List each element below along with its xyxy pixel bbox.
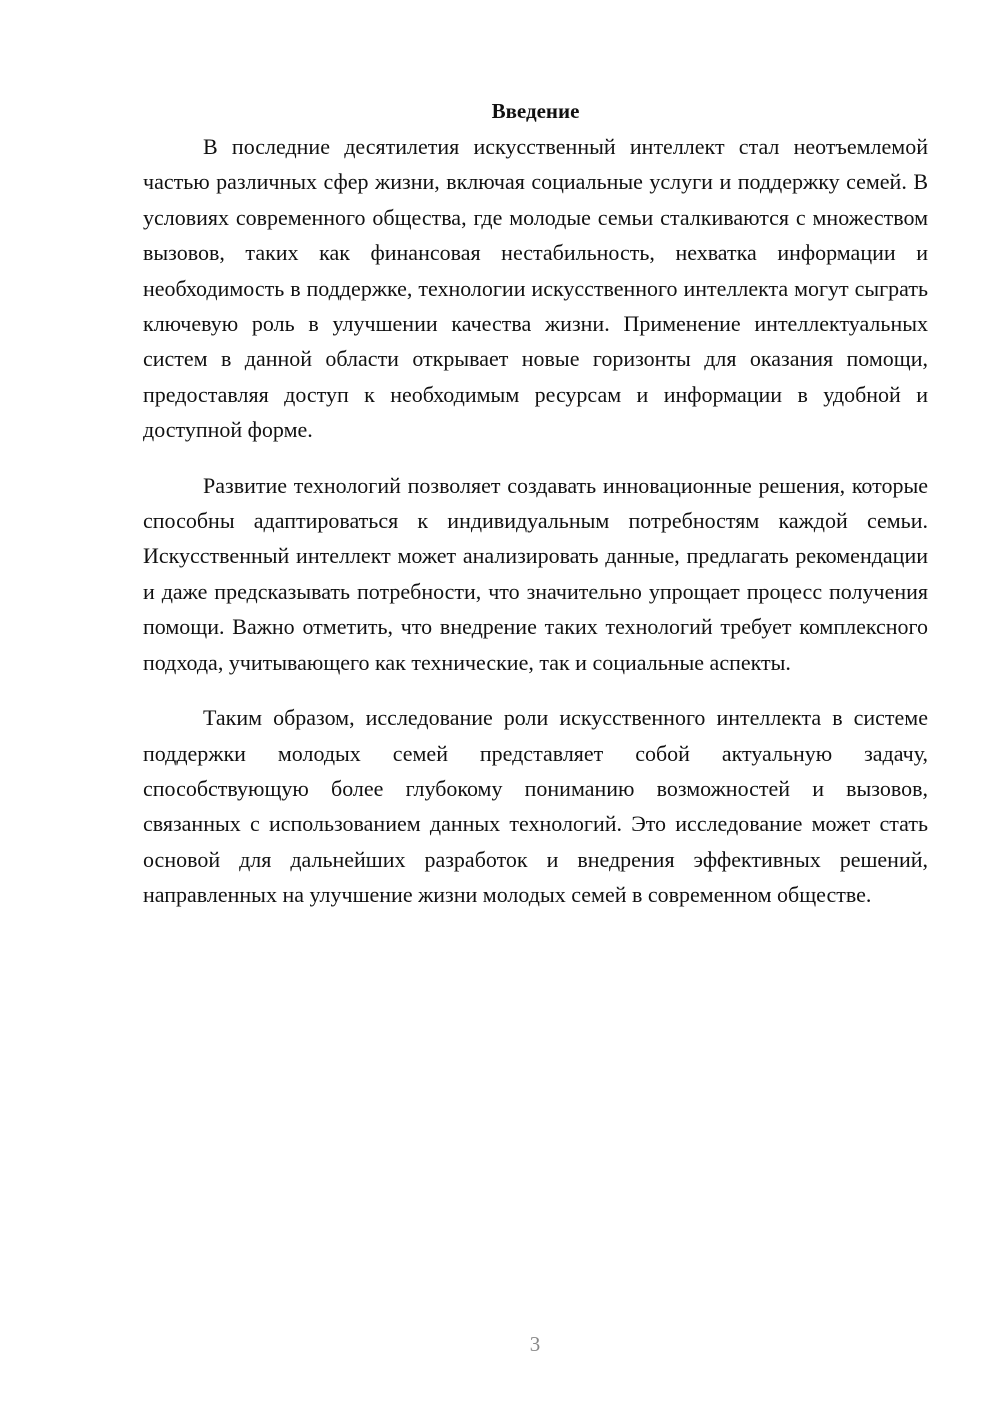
- page-content: [143, 96, 928, 933]
- page-number: 3: [529, 1332, 541, 1356]
- paragraph-3: Таким образом, исследование роли искусственного интеллекта в системе поддержки молодых семей представляет собой актуальную задачу, способствующую более глубокому пониманию возможностей и вызовов, связанных с использованием данных технологий. Это исследование может стать основой для дальнейших разработок и внедрения эффективных решений, направленных на улучшение жизни молодых семей в современном обществе.: [143, 705, 928, 908]
- paragraph-1: В последние десятилетия искусственный интеллект стал неотъемлемой частью различных сфер жизни, включая социальные услуги и поддержку семей. В условиях современного общества, где молодые семьи сталкиваются с множеством вызовов, таких как финансовая нестабильность, нехватка информации и необходимость в поддержке, технологии искусственного интеллекта могут сыграть ключевую роль в улучшении качества жизни. Применение интеллектуальных систем в данной области открывает новые горизонты для оказания помощи, предоставляя доступ к необходимым ресурсам и информации в удобной и доступной форме.: [143, 134, 928, 443]
- section-title: Введение: [491, 99, 580, 123]
- paragraph-2: Развитие технологий позволяет создавать инновационные решения, которые способны адаптироваться к индивидуальным потребностям каждой семьи. Искусственный интеллект может анализировать данные, предлагать рекомендации и даже предсказывать потребности, что значительно упрощает процесс получения помощи. Важно отметить, что внедрение таких технологий требует комплексного подхода, учитывающего как технические, так и социальные аспекты.: [143, 472, 928, 675]
